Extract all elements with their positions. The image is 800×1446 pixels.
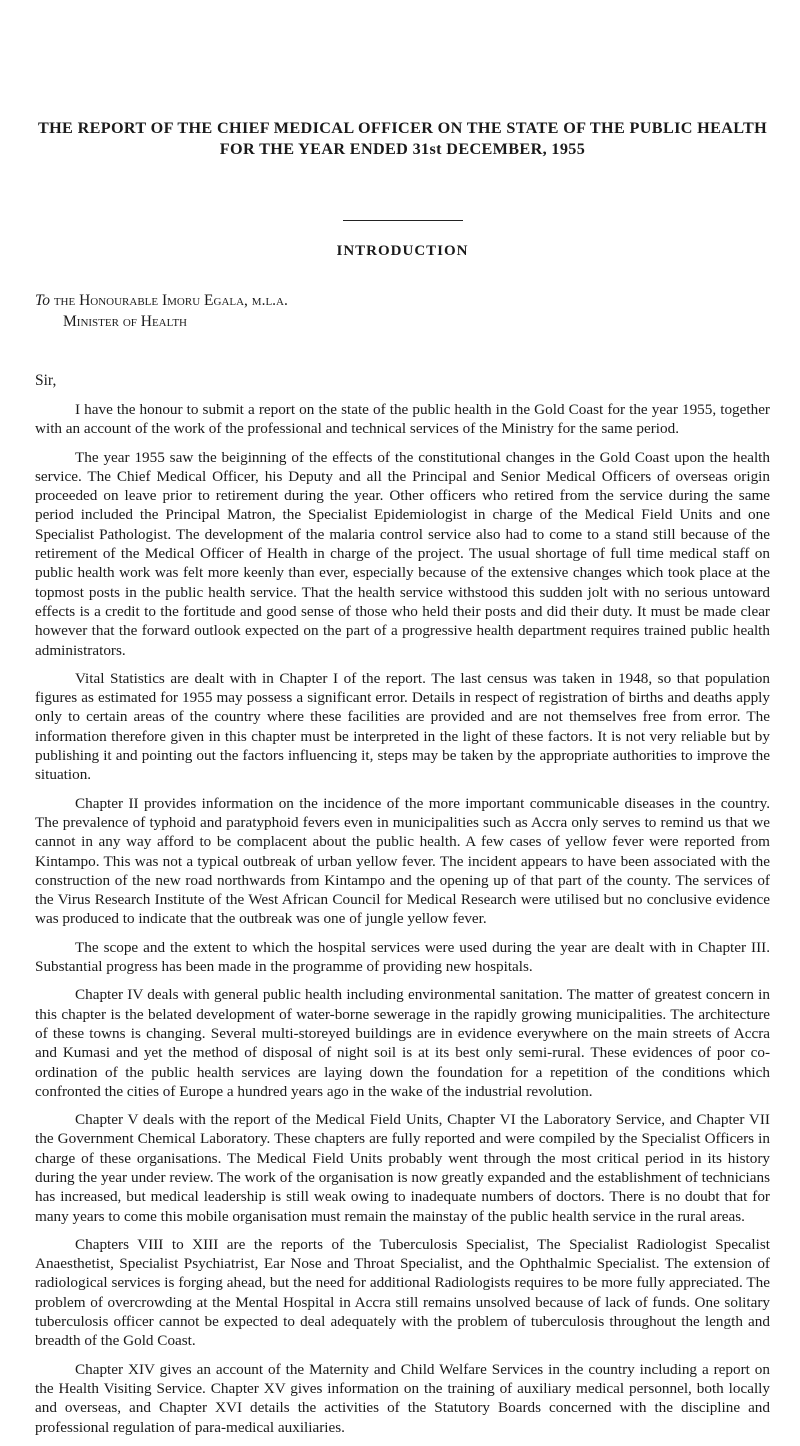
salutation: Sir, <box>35 372 57 389</box>
paragraph-3: Vital Statistics are dealt with in Chapter I of the report. The last census was taken in 1948, so that population figures as estimated for 1955 may possess a significant error. Details in respect of registration of births and deaths apply only to certain areas of the country where these facilities are provided and are not themselves free from error. The information therefore given in this chapter must be interpreted in the light of these factors. It is not very reliable but by publishing it and pointing out the factors influencing it, steps may be taken by the appropriate authorities to improve the situation. <box>35 669 770 784</box>
paragraph-6: Chapter IV deals with general public health including environmental sanitation. The matter of greatest concern in this chapter is the belated development of water-borne sewerage in the rapidly growing municipalities. The architecture of these towns is changing. Several multi-storeyed buildings are in evidence everywhere on the main streets of Accra and Kumasi and yet the method of disposal of night soil is at its best only semi-rural. These evidences of poor co-ordination of the public health services are laying down the foundation for a repetition of the conditions which confronted the cities of Europe a hundred years ago in the wake of the industrial revolution. <box>35 986 770 1100</box>
paragraph-5: The scope and the extent to which the hospital services were used during the year are dealt with in Chapter III. Substantial progress has been made in the programme of providing new hospitals. <box>35 938 770 976</box>
addressee-position: Minister of Health <box>63 313 187 330</box>
paragraph-4: Chapter II provides information on the incidence of the more important communicable diseases in the country. The prevalence of typhoid and paratyphoid fevers even in municipalities such as Accra only serves to remind us that we cannot in any way afford to be complacent about the public health. A few cases of yellow fever were reported from Kintampo. This was not a typical outbreak of urban yellow fever. The incident appears to have been associated with the construction of the new road northwards from Kintampo and the opening up of that part of the county. The services of the Virus Research Institute of the West African Council for Medical Research were utilised but no conclusive evidence was produced to indicate that the outbreak was one of jungle yellow fever. <box>35 794 770 928</box>
addressee-to: To <box>35 292 50 309</box>
paragraph-1: I have the honour to submit a report on the state of the public health in the Gold Coast for the year 1955, together with an account of the work of the professional and technical services of the Ministry for the same period. <box>35 401 770 438</box>
addressee-block <box>35 290 770 332</box>
section-heading: INTRODUCTION <box>336 243 469 259</box>
title-divider <box>343 220 463 221</box>
report-page <box>35 118 770 1446</box>
paragraph-7: Chapter V deals with the report of the Medical Field Units, Chapter VI the Laboratory Service, and Chapter VII the Government Chemical Laboratory. These chapters are fully reported and were compiled by the Specialist Officers in charge of these organisations. The Medical Field Units probably went through the most critical period in its history during the year under review. The work of the organisation is now greatly expanded and the establishment of technicians has increased, but medical leadership is still weak owing to inadequate numbers of doctors. There is no doubt that for many years to come this mobile organisation must remain the mainstay of the public health service in the rural areas. <box>35 1111 770 1225</box>
addressee-name: the Honourable Imoru Egala, m.l.a. <box>53 292 288 309</box>
paragraph-2: The year 1955 saw the beiginning of the effects of the constitutional changes in the Gold Coast upon the health service. The Chief Medical Officer, his Deputy and all the Principal and Senior Medical Officers of overseas origin proceeded on leave prior to retirement during the year. Other officers who retired from the service during the same period included the Principal Matron, the Specialist Epidemiologist in charge of the Medical Field Units and one Specialist Pathologist. The development of the malaria control service also had to come to a stand still because of the retirement of the Medical Officer of Health in charge of the project. The usual shortage of full time medical staff on public health work was felt more keenly than ever, especially because of the extensive changes which took place at the topmost posts in the public health service. That the health service withstood this sudden jolt with no serious untoward effects is a credit to the fortitude and good sense of those who held their posts and did their duty. It must be made clear however that the forward outlook expected on the part of a progressive health department requires trained public health administrators. <box>35 448 770 659</box>
paragraph-9: Chapter XIV gives an account of the Maternity and Child Welfare Services in the country including a report on the Health Visiting Service. Chapter XV gives information on the training of auxiliary medical personnel, both locally and overseas, and Chapter XVI details the activities of the Statutory Boards concerned with the discipline and professional regulation of para-medical auxiliaries. <box>35 1360 770 1436</box>
report-title: THE REPORT OF THE CHIEF MEDICAL OFFICER ON THE STATE OF THE PUBLIC HEALTH FOR THE YEAR ENDED 31st DECEMBER, 1955 <box>37 119 768 158</box>
body-text <box>35 400 770 1437</box>
paragraph-8: Chapters VIII to XIII are the reports of the Tuberculosis Specialist, The Specialist Radiologist Specalist Anaesthetist, Specialist Psychiatrist, Ear Nose and Throat Specialist, and the Ophthalmic Specialist. The extension of radiological services is forging ahead, but the need for additional Radiologists requires to be more fully appreciated. The problem of overcrowding at the Mental Hospital in Accra still remains unsolved because of lack of funds. One solitary tuberculosis officer cannot be expected to deal adequately with the problem of tuberculosis throughout the length and breadth of the Gold Coast. <box>35 1235 770 1350</box>
